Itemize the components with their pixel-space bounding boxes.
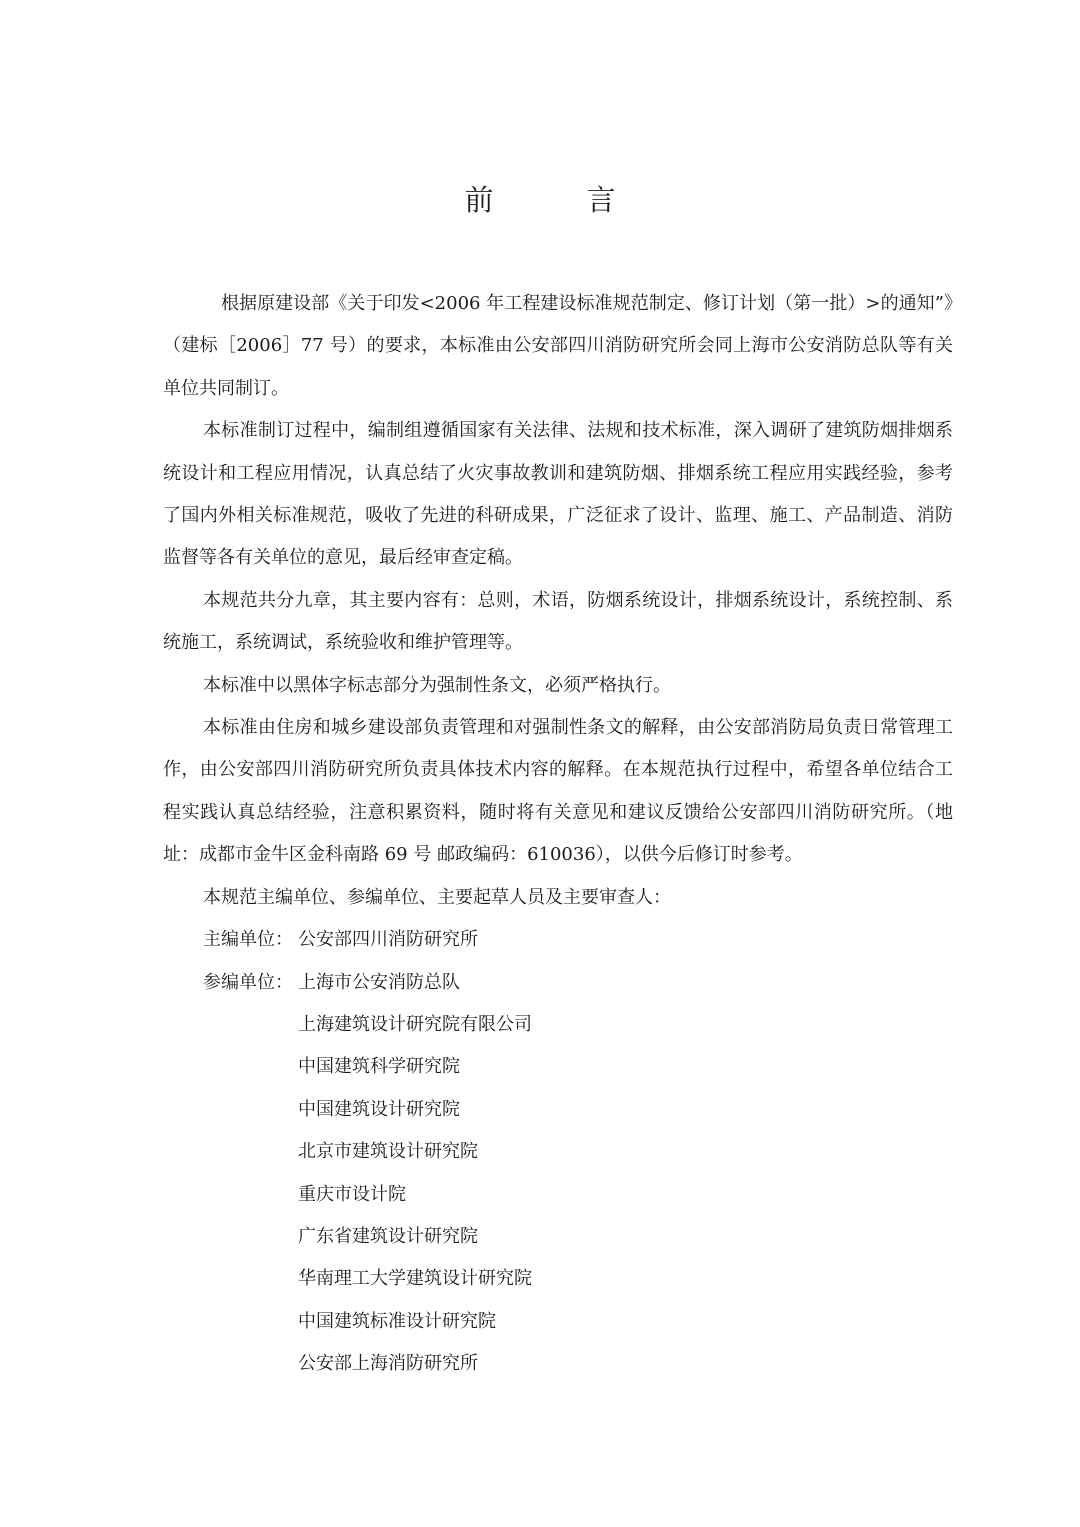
participant-unit: 中国建筑标准设计研究院 bbox=[298, 1310, 496, 1332]
participants-label: 参编单位： bbox=[203, 971, 293, 993]
paragraph-mandatory: 本标准中以黑体字标志部分为强制性条文，必须严格执行。 bbox=[203, 674, 671, 696]
participants-line bbox=[163, 962, 953, 1004]
chief-editor-label: 主编单位： bbox=[203, 929, 293, 951]
paragraph-basis: 根据原建设部《关于印发<2006 年工程建设标准规范制定、修订计划（第一批）>的通知”》（建标［2006］77 号）的要求，本标准由公安部四川消防研究所会同上海市公安消防总队等有关单位共同制订。 bbox=[163, 293, 953, 399]
participant-unit: 重庆市设计院 bbox=[298, 1183, 406, 1205]
participant-unit: 公安部上海消防研究所 bbox=[298, 1353, 478, 1375]
participant-unit: 北京市建筑设计研究院 bbox=[298, 1141, 478, 1163]
preface-body bbox=[163, 283, 953, 1386]
participant-unit: 上海建筑设计研究院有限公司 bbox=[298, 1013, 532, 1035]
paragraph-process: 本标准制订过程中，编制组遵循国家有关法律、法规和技术标准，深入调研了建筑防烟排烟系统设计和工程应用情况，认真总结了火灾事故教训和建筑防烟、排烟系统工程应用实践经验，参考了国内外相关标准规范，吸收了先进的科研成果，广泛征求了设计、监理、施工、产品制造、消防监督等各有关单位的意见，最后经审查定稿。 bbox=[163, 420, 953, 569]
paragraph-units-intro: 本规范主编单位、参编单位、主要起草人员及主要审查人： bbox=[203, 886, 671, 908]
chief-editor-value: 公安部四川消防研究所 bbox=[298, 929, 478, 951]
chief-editor-line bbox=[163, 919, 953, 961]
paragraph-contents: 本规范共分九章，其主要内容有：总则，术语，防烟系统设计，排烟系统设计，系统控制、系统施工，系统调试，系统验收和维护管理等。 bbox=[163, 589, 953, 654]
page-title: 前 言 bbox=[464, 183, 648, 217]
participant-unit: 广东省建筑设计研究院 bbox=[298, 1225, 478, 1247]
participant-unit: 中国建筑设计研究院 bbox=[298, 1098, 460, 1120]
paragraph-management: 本标准由住房和城乡建设部负责管理和对强制性条文的解释，由公安部消防局负责日常管理工作，由公安部四川消防研究所负责具体技术内容的解释。在本规范执行过程中，希望各单位结合工程实践认真总结经验，注意积累资料，随时将有关意见和建议反馈给公安部四川消防研究所。（地址：成都市金牛区金科南路 69 号 邮政编码：610036），以供今后修订时参考。 bbox=[163, 717, 953, 866]
participant-unit: 上海市公安消防总队 bbox=[298, 971, 460, 993]
participant-unit: 中国建筑科学研究院 bbox=[298, 1056, 460, 1078]
participant-unit: 华南理工大学建筑设计研究院 bbox=[298, 1268, 532, 1290]
